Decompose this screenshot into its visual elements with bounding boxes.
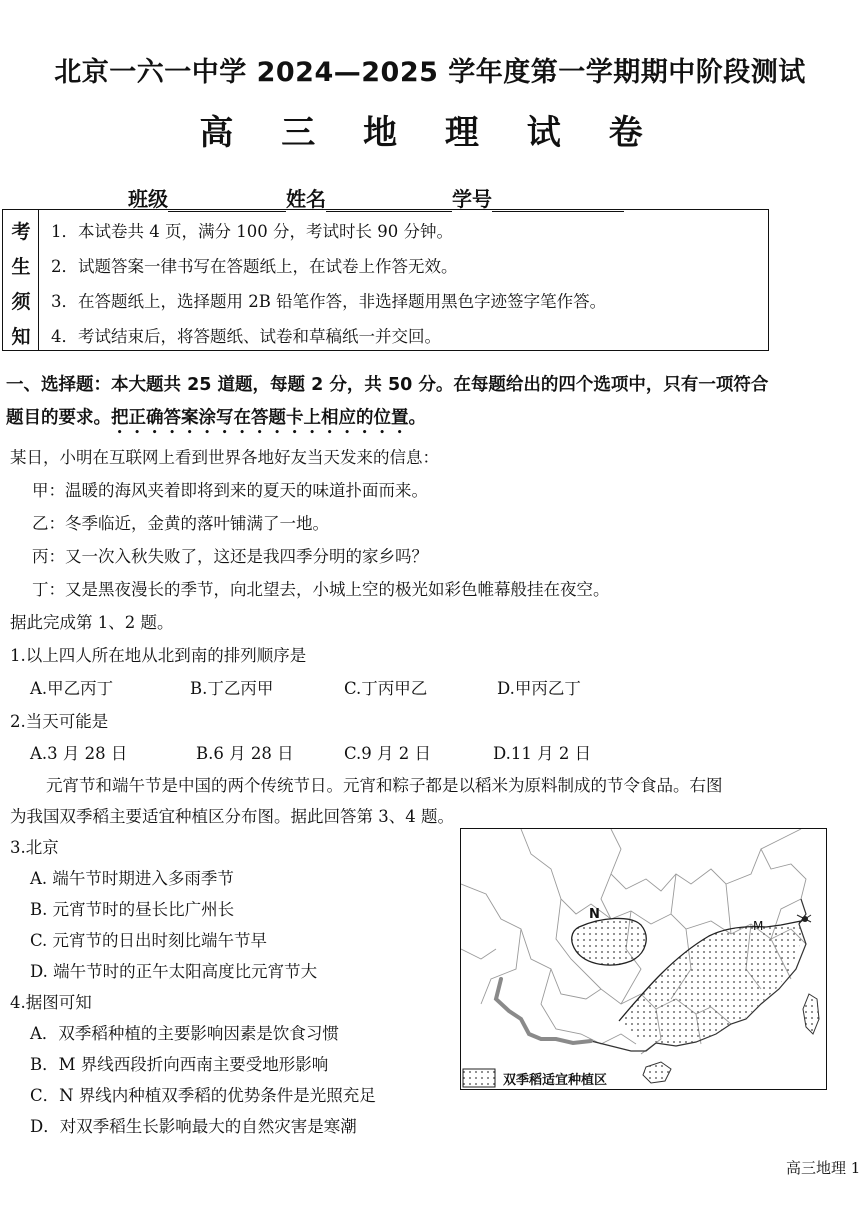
question-1-option-b[interactable]: B.丁乙丙甲 [190,679,274,698]
notice-item: 4．考试结束后，将答题纸、试卷和草稿纸一并交回。 [51,327,441,346]
section-heading-post: 。 [408,408,426,428]
question-1-option-d[interactable]: D.甲丙乙丁 [497,679,581,698]
student-info-line [128,183,624,212]
n-boundary-region [572,918,646,965]
school-title: 北京一六一中学 2024—2025 学年度第一学期期中阶段测试 [54,57,806,88]
section-heading-line1: 一、选择题：本大题共 25 道题，每题 2 分，共 50 分。在每题给出的四个选项中，只有一项符合 [6,375,769,395]
class-label: 班级 [128,187,168,211]
question-4-stem: 4.据图可知 [10,993,92,1012]
page-footer: 高三地理 1 [786,1159,860,1177]
question-3-option-d[interactable]: D. 端午节时的正午太阳高度比元宵节大 [30,962,318,981]
section-heading-pre: 题目的要求。 [6,408,111,428]
section-heading-line2 [6,404,426,438]
question-4-option-d[interactable]: D．对双季稻生长影响最大的自然灾害是寒潮 [30,1117,357,1136]
legend-swatch [463,1069,495,1087]
passage2-line2: 为我国双季稻主要适宜种植区分布图。据此回答第 3、4 题。 [10,807,454,826]
map-label-n: N [589,907,600,922]
map-drawing [461,829,827,1090]
map-label-m: M [753,919,764,933]
exam-title: 高 三 地 理 试 卷 [199,113,661,153]
question-2-option-d[interactable]: D.11 月 2 日 [493,744,592,763]
question-1-stem: 1.以上四人所在地从北到南的排列顺序是 [10,646,307,665]
notice-item: 3．在答题纸上，选择题用 2B 铅笔作答，非选择题用黑色字迹签字笔作答。 [51,292,607,311]
question-4-option-c[interactable]: C．N 界线内种植双季稻的优势条件是光照充足 [30,1086,376,1105]
name-label: 姓名 [286,187,326,211]
hainan-island [643,1062,671,1083]
passage1-message: 乙：冬季临近，金黄的落叶铺满了一地。 [32,514,329,533]
question-4-option-b[interactable]: B．M 界线西段折向西南主要受地形影响 [30,1055,329,1074]
notice-item: 1．本试卷共 4 页，满分 100 分，考试时长 90 分钟。 [51,222,453,241]
exam-notice-box [2,209,769,351]
notice-heading-char: 考 [11,221,31,243]
map-legend-label: 双季稻适宜种植区 [503,1073,608,1088]
notice-heading-char: 须 [11,291,31,313]
notice-heading [3,210,39,350]
question-1-option-c[interactable]: C.丁丙甲乙 [344,679,428,698]
passage2-line1: 元宵节和端午节是中国的两个传统节日。元宵和粽子都是以稻米为原料制成的节令食品。右图 [46,776,723,795]
question-3-option-a[interactable]: A. 端午节时期进入多雨季节 [30,869,234,888]
id-label: 学号 [452,187,492,211]
question-3-stem: 3.北京 [10,838,59,857]
passage1-message: 丁：又是黑夜漫长的季节，向北望去，小城上空的极光如彩色帷幕般挂在夜空。 [32,580,610,599]
question-2-option-a[interactable]: A.3 月 28 日 [30,744,128,763]
section-heading-emphasis: 把正确答案涂写在答题卡上相应的位置 [111,408,409,428]
rice-planting-map [460,828,827,1090]
question-4-option-a[interactable]: A．双季稻种植的主要影响因素是饮食习惯 [30,1024,339,1043]
question-2-stem: 2.当天可能是 [10,712,109,731]
question-2-option-b[interactable]: B.6 月 28 日 [196,744,294,763]
passage1-message: 丙：又一次入秋失败了，这还是我四季分明的家乡吗？ [32,547,428,566]
question-1-option-a[interactable]: A.甲乙丙丁 [30,679,114,698]
double-rice-region [621,921,805,1045]
question-2-option-c[interactable]: C.9 月 2 日 [344,744,432,763]
notice-heading-char: 生 [11,256,31,278]
notice-item: 2．试题答案一律书写在答题纸上，在试卷上作答无效。 [51,257,458,276]
question-3-option-c[interactable]: C. 元宵节的日出时刻比端午节早 [30,931,268,950]
notice-heading-char: 知 [11,326,31,348]
passage1-intro: 某日，小明在互联网上看到世界各地好友当天发来的信息： [10,448,439,467]
question-3-option-b[interactable]: B. 元宵节时的昼长比广州长 [30,900,235,919]
passage1-instruction: 据此完成第 1、2 题。 [10,613,174,632]
taiwan-island [803,994,819,1034]
passage1-message: 甲：温暖的海风夹着即将到来的夏天的味道扑面而来。 [32,481,428,500]
